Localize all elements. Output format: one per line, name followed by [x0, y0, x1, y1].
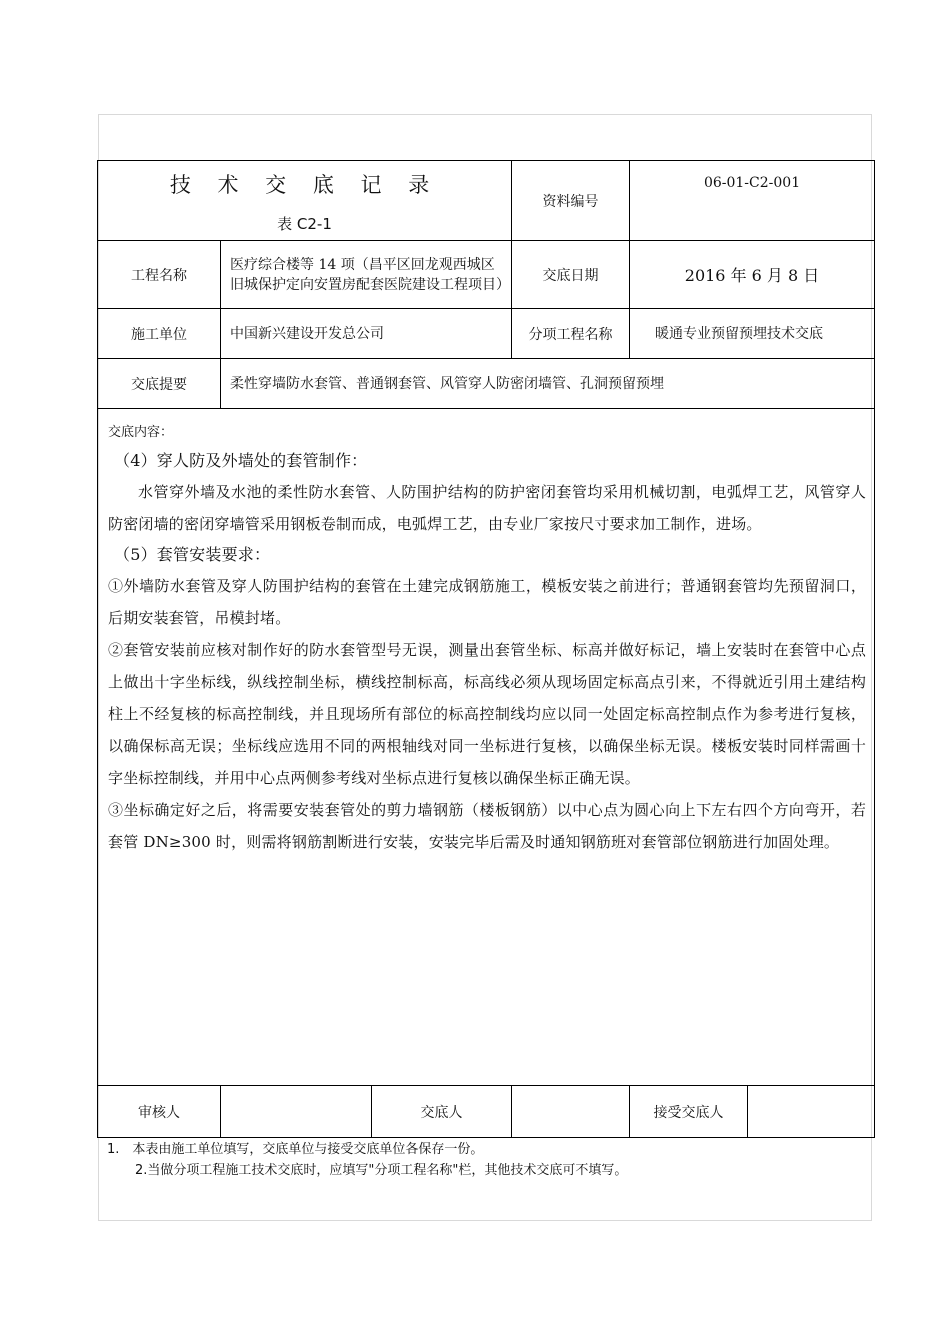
summary-value: 柔性穿墙防水套管、普通钢套管、风管穿人防密闭墙管、孔洞预留预埋 [221, 359, 875, 409]
disclosure-date-value: 2016 年 6 月 8 日 [630, 241, 875, 309]
section-4-body: 水管穿外墙及水池的柔性防水套管、人防围护结构的防护密闭套管均采用机械切割，电弧焊工艺，风管穿人防密闭墙的密闭穿墙管采用钢板卷制而成，电弧焊工艺，由专业厂家按尺寸要求加工制作，进场。 [108, 483, 867, 533]
disclosure-date-label: 交底日期 [512, 241, 630, 309]
requirement-item-1: ①外墙防水套管及穿人防围护结构的套管在土建完成钢筋施工，模板安装之前进行；普通钢套管均先预留洞口，后期安装套管，吊模封堵。 [108, 577, 867, 627]
section-5-title: （5）套管安装要求： [114, 545, 271, 564]
sub-project-label: 分项工程名称 [512, 309, 630, 359]
note-1: 1. 本表由施工单位填写，交底单位与接受交底单位各保存一份。 [107, 1142, 484, 1157]
sub-project-value: 暖通专业预留预埋技术交底 [630, 309, 875, 359]
requirement-item-2: ②套管安装前应核对制作好的防水套管型号无误，测量出套管坐标、标高并做好标记，墙上安装时在套管中心点上做出十字坐标线，纵线控制坐标，横线控制标高，标高线必须从现场固定标高点引来，不得就近引用土建结构柱上不经复核的标高控制线，并且现场所有部位的标高控制线均应以同一处固定标高控制点作为参考进行复核，以确保标高无误；坐标线应选用不同的两根轴线对同一坐标进行复核，以确保坐标无误。楼板安装时同样需画十字坐标控制线，并用中心点两侧参考线对坐标点进行复核以确保坐标正确无误。 [108, 641, 867, 787]
project-name-value: 医疗综合楼等 14 项（昌平区回龙观西城区旧城保护定向安置房配套医院建设工程项目） [221, 241, 512, 309]
reviewer-label: 审核人 [98, 1086, 221, 1138]
project-name-label: 工程名称 [98, 241, 221, 309]
contractor-value: 中国新兴建设开发总公司 [221, 309, 512, 359]
form-title: 技 术 交 底 记 录 [169, 173, 440, 197]
disclosure-content-cell [98, 409, 875, 1086]
doc-no-value: 06-01-C2-001 [630, 161, 875, 241]
form-title-cell [98, 161, 512, 241]
doc-no-label: 资料编号 [512, 161, 630, 241]
contractor-label: 施工单位 [98, 309, 221, 359]
receiver-label: 接受交底人 [630, 1086, 748, 1138]
tech-disclosure-form [97, 160, 875, 1138]
presenter-label: 交底人 [372, 1086, 512, 1138]
content-heading: 交底内容： [108, 425, 174, 440]
form-notes [107, 1139, 867, 1181]
form-subtitle: 表 C2-1 [277, 215, 332, 233]
summary-label: 交底提要 [98, 359, 221, 409]
requirement-item-3: ③坐标确定好之后，将需要安装套管处的剪力墙钢筋（楼板钢筋）以中心点为圆心向上下左右四个方向弯开，若套管 DN≥300 时，则需将钢筋割断进行安装，安装完毕后需及时通知钢筋班对套管部位钢筋进行加固处理。 [108, 801, 867, 851]
presenter-signature-field[interactable] [512, 1086, 630, 1138]
note-2: 2.当做分项工程施工技术交底时，应填写"分项工程名称"栏，其他技术交底可不填写。 [135, 1163, 628, 1178]
section-4-title: （4）穿人防及外墙处的套管制作： [114, 451, 368, 470]
receiver-signature-field[interactable] [748, 1086, 875, 1138]
reviewer-signature-field[interactable] [221, 1086, 372, 1138]
